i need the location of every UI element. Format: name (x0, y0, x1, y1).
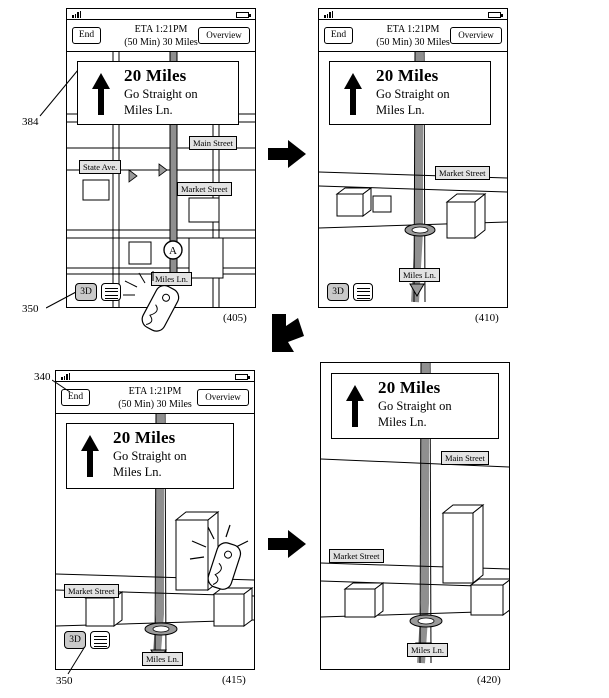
overview-button[interactable]: Overview (198, 27, 250, 44)
ref-350-top-leader (46, 290, 78, 312)
banner-instruction-line-1: Go Straight on (378, 399, 452, 413)
direction-banner (331, 373, 499, 439)
banner-distance: 20 Miles (376, 66, 439, 85)
panel-caption-405: (405) (223, 312, 247, 324)
straight-arrow-icon (342, 71, 364, 117)
banner-instruction-line-2: Miles Ln. (124, 103, 173, 117)
banner-distance: 20 Miles (378, 378, 441, 397)
transition-arrow-right-top (266, 138, 308, 170)
navigation-header (56, 382, 254, 414)
street-label-miles-ln: Miles Ln. (151, 272, 192, 286)
status-bar (319, 9, 507, 20)
banner-instruction-line-1: Go Straight on (376, 87, 450, 101)
ref-340-label: 340 (34, 371, 51, 383)
banner-instruction-line-1: Go Straight on (113, 449, 187, 463)
battery-icon (236, 12, 249, 18)
eta-line-1: ETA 1:21PM (134, 24, 188, 35)
banner-distance: 20 Miles (113, 428, 176, 447)
ref-340-leader (52, 378, 74, 396)
street-label-miles-ln: Miles Ln. (407, 643, 448, 657)
banner-instruction-line-1: Go Straight on (124, 87, 198, 101)
battery-icon (488, 12, 501, 18)
tap-gesture-hand (180, 519, 260, 599)
straight-arrow-icon (344, 383, 366, 429)
street-label-market-street: Market Street (177, 182, 232, 196)
signal-bars-icon (324, 11, 336, 18)
transition-arrow-right-bottom (266, 528, 308, 560)
ref-350-top-label: 350 (22, 303, 39, 315)
direction-banner (66, 423, 234, 489)
ref-350-bottom-leader (66, 646, 88, 676)
list-view-button[interactable] (90, 631, 110, 649)
street-label-market-street: Market Street (329, 549, 384, 563)
direction-banner (329, 61, 491, 125)
list-view-button[interactable] (101, 283, 121, 301)
list-view-button[interactable] (353, 283, 373, 301)
navigation-header (67, 20, 255, 52)
signal-bars-icon (72, 11, 84, 18)
battery-icon (235, 374, 248, 380)
status-bar (56, 371, 254, 382)
street-label-main-street: Main Street (441, 451, 489, 465)
end-button[interactable]: End (61, 389, 90, 406)
transition-arrow-diagonal-middle (268, 312, 308, 354)
phone-panel-410 (318, 8, 508, 324)
ref-384-label: 384 (22, 116, 39, 128)
banner-instruction-line-2: Miles Ln. (378, 415, 427, 429)
end-button[interactable]: End (72, 27, 101, 44)
street-label-state-ave: State Ave. (79, 160, 121, 174)
panel-caption-420: (420) (477, 674, 501, 686)
end-button[interactable]: End (324, 27, 353, 44)
tap-gesture-hand (119, 271, 189, 343)
ref-384-leader (38, 68, 82, 120)
ref-350-bottom-label: 350 (56, 675, 73, 687)
eta-line-2: (50 Min) 30 Miles (124, 36, 198, 48)
overview-button[interactable]: Overview (450, 27, 502, 44)
straight-arrow-icon (79, 433, 101, 479)
three-d-toggle-button[interactable]: 3D (64, 631, 86, 649)
eta-line-2: (50 Min) 30 Miles (376, 36, 450, 48)
three-d-toggle-button[interactable]: 3D (75, 283, 97, 301)
street-label-miles-ln: Miles Ln. (399, 268, 440, 282)
eta-line-1: ETA 1:21PM (386, 24, 440, 35)
three-d-toggle-button[interactable]: 3D (327, 283, 349, 301)
phone-panel-405 (66, 8, 256, 324)
phone-panel-420 (320, 362, 510, 686)
eta-line-1: ETA 1:21PM (128, 386, 182, 397)
status-bar (67, 9, 255, 20)
navigation-header (319, 20, 507, 52)
banner-instruction-line-2: Miles Ln. (113, 465, 162, 479)
eta-line-2: (50 Min) 30 Miles (118, 398, 192, 410)
straight-arrow-icon (90, 71, 112, 117)
street-label-main-street: Main Street (189, 136, 237, 150)
svg-text:A: A (169, 245, 177, 257)
direction-banner (77, 61, 239, 125)
overview-button[interactable]: Overview (197, 389, 249, 406)
banner-instruction-line-2: Miles Ln. (376, 103, 425, 117)
panel-caption-410: (410) (475, 312, 499, 324)
panel-caption-415: (415) (222, 674, 246, 686)
street-label-miles-ln: Miles Ln. (142, 652, 183, 666)
street-label-market-street: Market Street (64, 584, 119, 598)
banner-distance: 20 Miles (124, 66, 187, 85)
street-label-market-street: Market Street (435, 166, 490, 180)
